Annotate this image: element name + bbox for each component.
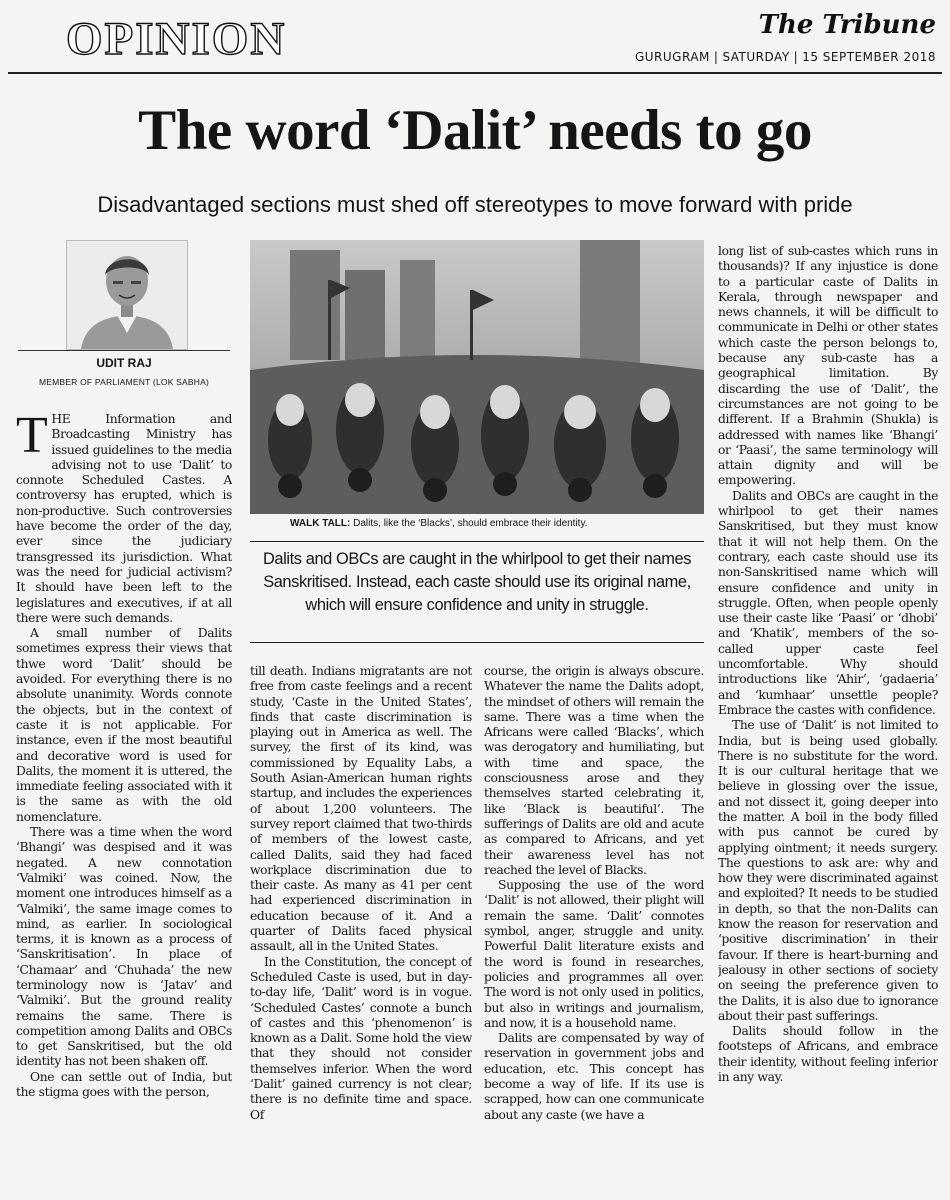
masthead [0,0,950,78]
paragraph: THE Information and Broadcasting Ministry has issued guidelines to the media advising not to use ‘Dalit’ to connote Scheduled Castes. A controversy has erupted, which is non-productive. Such controversies have become the order of the day, ever since the judiciary transgressed its jurisdiction. What was the need for judicial activism? It should have been left to the legislatures and executives, if at all there were such demands. [16,412,232,625]
text-column-1 [16,412,232,1200]
news-photo [250,240,704,514]
author-divider [18,350,230,351]
paragraph: Dalits and OBCs are caught in the whirlpool to get their names Sanskritised, but they must know that it will not help them. On the contrary, each caste should use its non-Sanskritised name which will ensure confidence and unity in struggle. Often, when people openly use their caste like ‘Paasi’ or ‘dhobi’ and ‘Khatik’, members of the so-called upper caste feel uncomfortable. Why should introductions like ‘Ahir’, ‘gadaeria’ and ‘kumhaar’ unsettle people? Embrace the castes with confidence. [718,488,938,717]
paragraph: Dalits are compensated by way of reservation in government jobs and education, etc. This concept has become a way of life. If its use is scrapped, how can one communicate about any caste (we have a [484,1031,704,1122]
photo-caption [290,518,700,529]
paragraph: Dalits should follow in the footsteps of Africans, and embrace their identity, without feeling inferior in any way. [718,1024,938,1085]
text-column-4 [718,244,938,1184]
author-name: UDIT RAJ [96,356,152,370]
dateline: GURUGRAM | SATURDAY | 15 SEPTEMBER 2018 [634,50,936,64]
paragraph: long list of sub-castes which runs in thousands)? If any injustice is done to a particular caste of Dalits in Kerala, through newspaper and news channels, it will be difficult to communicate in Delhi or other states which caste the person belongs to, because any sub-caste has a geographical limitation. By discarding the use of ‘Dalit’, the circumstances are not going to be different. If a Brahmin (Shukla) is addressed with names like ‘Bhangi’ or ‘Paasi’, the same terminology will attain dignity and will be empowering. [718,244,938,488]
author-photo [66,240,188,350]
text-column-2 [250,664,472,1184]
pullquote: Dalits and OBCs are caught in the whirlpool to get their names Sanskritised. Instead, each caste should use its original name, which will ensure confidence and unity in struggle. [263,550,691,614]
dateline-date: 15 SEPTEMBER 2018 [802,50,936,64]
paragraph: One can settle out of India, but the stigma goes with the person, [16,1069,232,1100]
paragraph: A small number of Dalits sometimes express their views that thwe word ‘Dalit’ should be avoided. For everything there is no absolute unanimity. Words connote the objects, but in the context of caste it is not applicable. For instance, even if the most beautiful and decorative word is used for Dalits, the moment it is uttered, the immediate feeling associated with it is the same as with the old nomenclature. [16,626,232,824]
paragraph: Supposing the use of the word ‘Dalit’ is not allowed, their plight will remain the same. ‘Dalit’ connotes symbol, anger, struggle and unity. Powerful Dalit literature exists and the word is found in researches, policies and programmes all over. The word is not only used in politics, but also in writings and journalism, and now, it is a household name. [484,878,704,1030]
section-title: OPINION [66,13,287,65]
paragraph: The use of ‘Dalit’ is not limited to India, but is being used globally. There is no substitute for the word. It is our cultural heritage that we believe in glossing over the issue, and not dissect it, going deeper into the matter. A boil in the body filled with pus cannot be cured by applying ointment; it needs surgery. The questions to ask are: why and how they were discriminated against and exploited? It needs to be studied in depth, so that the non-Dalits can know the reason for reservation and ‘positive discrimination’ in their favour. If there is heart-burning and jealousy in other sections of society on seeing the preference given to the Dalits, it is also due to ignorance about their past sufferings. [718,718,938,1023]
pullquote-rule-bottom [250,642,704,643]
paragraph: course, the origin is always obscure. Whatever the name the Dalits adopt, the mindset of others will remain the same. There was a time when the Africans were called ‘Blacks’, which was derogatory and humiliating, but with time and space, the consciousness arose and they themselves started celebrating it, like ‘Black is beautiful’. The sufferings of Dalits are old and acute as compared to Africans, and yet their awareness level has not reached the level of Blacks. [484,664,704,877]
caption-text: Dalits, like the ‘Blacks’, should embrace their identity. [353,518,588,529]
subheadline: Disadvantaged sections must shed off stereotypes to move forward with pride [97,192,853,217]
text-column-3 [484,664,704,1184]
dateline-city: GURUGRAM [634,50,710,64]
paragraph: till death. Indians migratants are not free from caste feelings and a recent study, ‘Caste in the United States’, finds that caste discrimination is playing out in America as well. The survey, the first of its kind, was commissioned by Equality Labs, a South Asian-American human rights startup, and includes the experiences of about 1,200 volunteers. The survey report claimed that two-thirds of members of the lowest caste, called Dalits, said they had faced workplace discrimination due to their caste. As many as 41 per cent had experienced discrimination in education because of it. And a quarter of Dalits faced physical assault, all in the United States. [250,664,472,954]
author-designation: MEMBER OF PARLIAMENT (LOK SABHA) [39,377,209,387]
masthead-rule [8,72,942,74]
newspaper-logo: The Tribune [758,10,936,40]
dateline-day: SATURDAY [722,50,790,64]
paragraph: In the Constitution, the concept of Scheduled Caste is used, but in day-to-day life, ‘Dalit’ word is in vogue. ‘Scheduled Castes’ connote a bunch of castes and this ‘phenomenon’ is known as a Dalit. Some hold the view that they should not consider themselves inferior. When the word ‘Dalit’ gained currency is not clear; there is no definite time and space. Of [250,954,472,1122]
headline: The word ‘Dalit’ needs to go [138,99,812,162]
pullquote-rule-top [250,541,704,542]
caption-label: WALK TALL: [290,518,351,529]
drop-cap: T [16,412,48,464]
paragraph: There was a time when the word ‘Bhangi’ was despised and it was negated. A new connotation ‘Valmiki’ was coined. Now, the moment one introduces himself as a ‘Valmiki’, the same image comes to mind, as earlier. In sociological terms, it is known as a process of ‘Sanskritisation’. In place of ‘Chamaar’ and ‘Chuhada’ the new terminology now is ‘Jatav’ and ‘Valmiki’. But the ground reality remains the same. There is competition among Dalits and OBCs to get Sanskritised, but the old identity has not been shaken off. [16,825,232,1069]
